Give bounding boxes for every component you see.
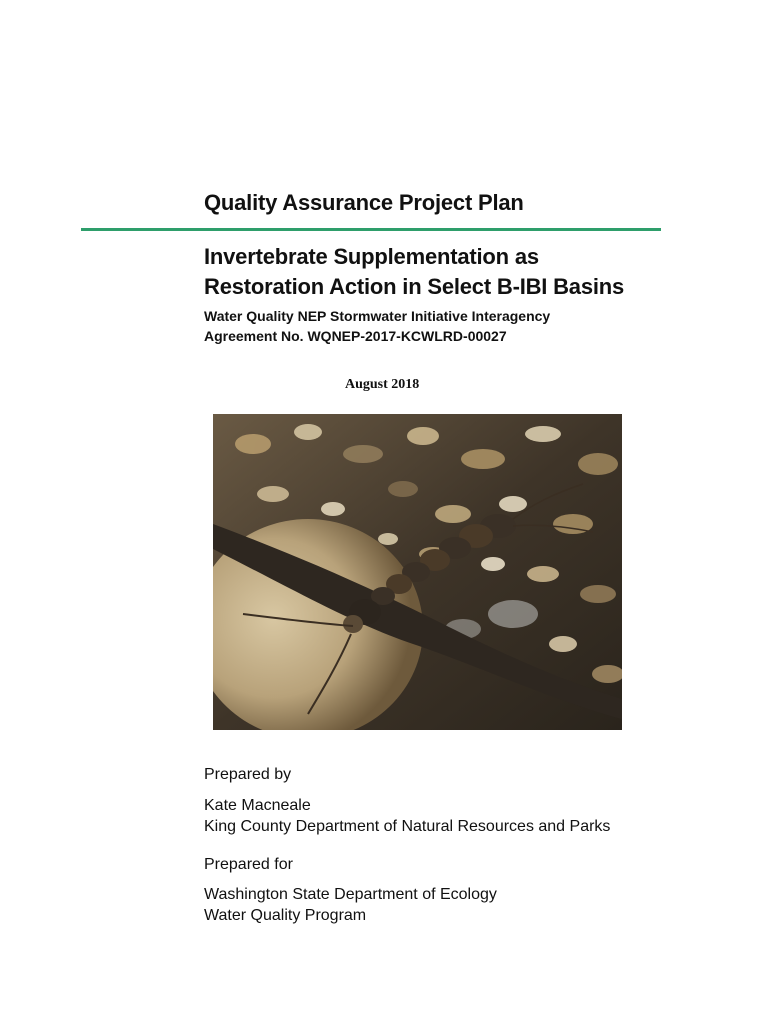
- subtitle-line-2: Agreement No. WQNEP-2017-KCWLRD-00027: [204, 328, 507, 344]
- publication-date: August 2018: [345, 377, 420, 392]
- prepared-for-program: Water Quality Program: [204, 907, 367, 924]
- document-title: [204, 242, 724, 302]
- prepared-by-label: Prepared by: [204, 766, 292, 783]
- document-type-heading: Quality Assurance Project Plan: [204, 190, 524, 215]
- prepared-by-author: Kate Macneale: [204, 797, 311, 814]
- prepared-by-organization: King County Department of Natural Resources and Parks: [204, 818, 611, 835]
- prepared-by-block: [204, 795, 610, 837]
- stonefly-nymph-photo: [213, 414, 622, 730]
- prepared-for-block: [204, 884, 497, 926]
- title-line-2: Restoration Action in Select B-IBI Basins: [204, 274, 625, 299]
- title-divider: [81, 228, 661, 231]
- cover-photo: [213, 414, 622, 730]
- subtitle-line-1: Water Quality NEP Stormwater Initiative Interagency: [204, 308, 551, 324]
- title-line-1: Invertebrate Supplementation as: [204, 244, 539, 269]
- prepared-for-agency: Washington State Department of Ecology: [204, 886, 497, 903]
- document-subtitle: [204, 306, 724, 346]
- prepared-for-label: Prepared for: [204, 856, 293, 873]
